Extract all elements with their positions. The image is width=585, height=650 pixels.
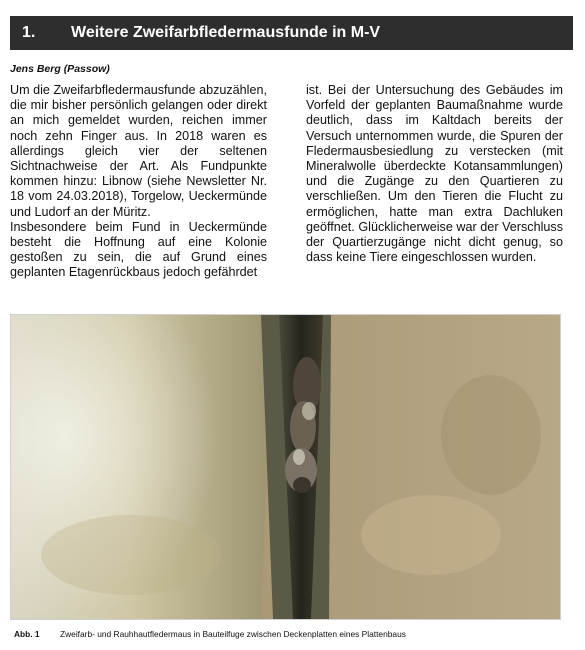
paragraph: Um die Zweifarbfledermausfunde abzuzählen, die mir bisher persönlich gelangen oder direkt an mich gemeldet wurden, reichen immer noch zehn Finger aus. In 2018 waren es allerdings gleich vier der seltenen Sichtnachweise der Art. Als Fundpunkte kommen hinzu: Libnow (siehe Newsletter Nr. 18 vom 24.03.2018), Torgelow, Ueckermünde und Ludorf an der Müritz. [10,83,267,219]
section-title: Weitere Zweifarbfledermausfunde in M-V [71,24,381,41]
section-number: 1. [22,24,36,41]
text-column-left [10,83,267,281]
figure-caption-text: Zweifarb- und Rauhhautfledermaus in Bauteilfuge zwischen Deckenplatten eines Plattenbaus [60,629,406,639]
figure-label: Abb. 1 [14,629,40,639]
author-line: Jens Berg (Passow) [10,63,110,75]
bat-photo [10,314,561,620]
section-header [10,16,573,50]
paragraph: Insbesondere beim Fund in Ueckermünde besteht die Hoffnung auf eine Kolonie gestoßen zu sein, die auf Grund eines geplanten Etagenrückbaus jedoch gefährdet [10,219,267,280]
text-column-right [306,83,563,265]
figure-caption [14,629,406,639]
paragraph: ist. Bei der Untersuchung des Gebäudes im Vorfeld der geplanten Baumaßnahme wurde deutlich, dass im Kaltdach bereits der Versuch unternommen wurde, die Spuren der Fledermausbesiedlung zu verstecken (mit Mineralwolle überdeckte Kotansammlungen) und die Zugänge zu den Quartieren zu verschließen. Um den Tieren die Flucht zu ermöglichen, hatte man extra Dachluken geöffnet. Glücklicherweise war der Verschluss der Quartierzugänge nicht dicht genug, so dass keine Tiere eingeschlossen wurden. [306,83,563,265]
